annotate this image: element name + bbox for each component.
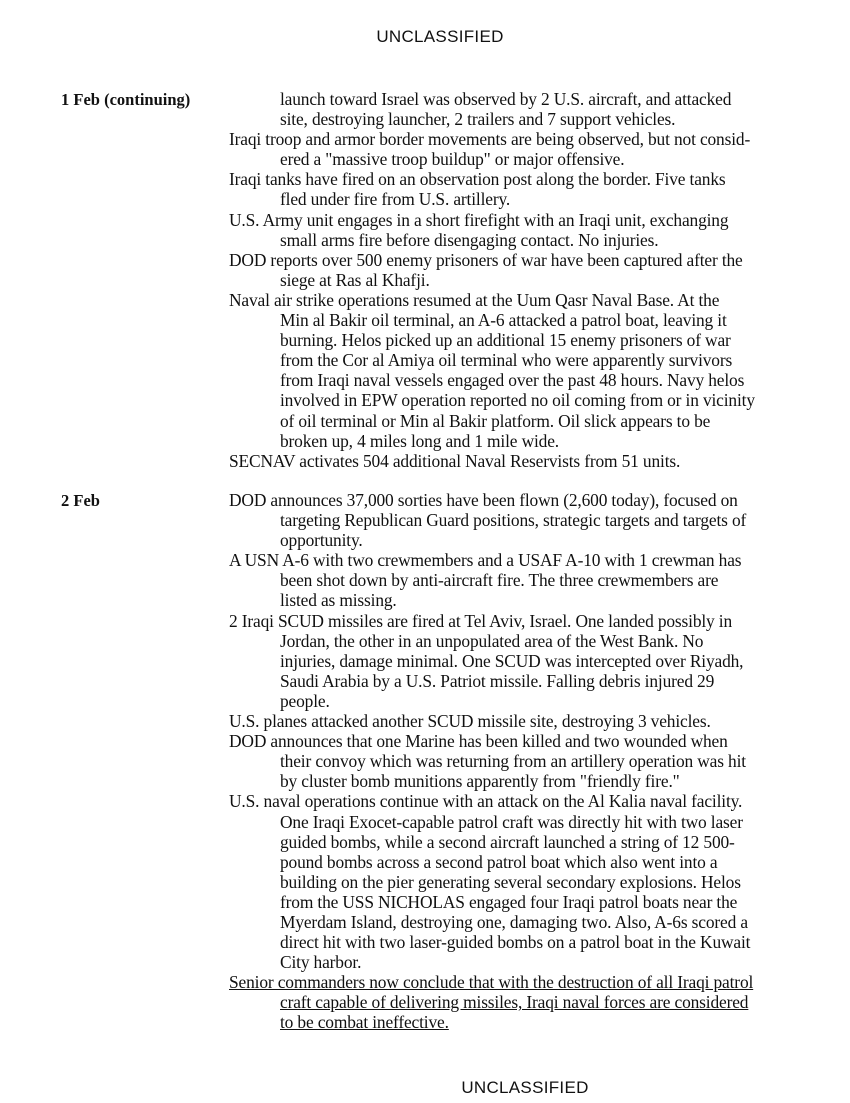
entry-line: launch toward Israel was observed by 2 U.S. aircraft, and attacked (280, 89, 732, 109)
section-entries (229, 89, 755, 471)
log-entry (229, 611, 753, 711)
entry-line: from the Cor al Amiya oil terminal who were apparently survivors (280, 350, 733, 371)
entry-line: ered a "massive troop buildup" or major offensive. (280, 149, 625, 170)
entry-line: Myerdam Island, destroying one, damaging two. Also, A-6s scored a (280, 911, 748, 932)
entry-line: from the USS NICHOLAS engaged four Iraqi patrol boats near the (280, 891, 738, 912)
entry-line: Senior commanders now conclude that with the destruction of all Iraqi patrol (229, 972, 754, 993)
log-entry (229, 129, 755, 169)
log-entry (229, 451, 755, 471)
entry-line: A USN A-6 with two crewmembers and a USAF A-10 with 1 crewman has (229, 550, 742, 571)
entry-line: fled under fire from U.S. artillery. (280, 189, 511, 210)
entry-line: from Iraqi naval vessels engaged over the past 48 hours. Navy helos (280, 370, 745, 391)
log-entry (229, 210, 755, 250)
entry-line: by cluster bomb munitions apparently from "friendly fire." (280, 771, 680, 792)
log-entry (229, 290, 755, 451)
entry-line: Naval air strike operations resumed at the Uum Qasr Naval Base. At the (229, 289, 720, 310)
entry-line: their convoy which was returning from an artillery operation was hit (280, 751, 746, 772)
entry-line: City harbor. (280, 952, 362, 973)
entry-line: site, destroying launcher, 2 trailers and 7 support vehicles. (280, 109, 676, 130)
entry-line: craft capable of delivering missiles, Iraqi naval forces are considered (280, 992, 749, 1013)
entry-line: Saudi Arabia by a U.S. Patriot missile. Falling debris injured 29 (280, 670, 715, 691)
entry-line: been shot down by anti-aircraft fire. The three crewmembers are (280, 570, 719, 591)
entry-line: U.S. Army unit engages in a short firefight with an Iraqi unit, exchanging (229, 209, 729, 230)
entry-line: Iraqi tanks have fired on an observation post along the border. Five tanks (229, 169, 726, 190)
log-entry (229, 250, 755, 290)
entry-line: Iraqi troop and armor border movements are being observed, but not consid- (229, 129, 751, 150)
classification-header: UNCLASSIFIED (376, 27, 504, 46)
entry-line: of oil terminal or Min al Bakir platform. Oil slick appears to be (280, 410, 711, 431)
entry-line: Jordan, the other in an unpopulated area of the West Bank. No (280, 630, 704, 651)
entry-line: opportunity. (280, 530, 363, 551)
entry-line: DOD reports over 500 enemy prisoners of war have been captured after the (229, 249, 743, 270)
log-entry (229, 490, 753, 550)
log-entry (229, 169, 755, 209)
entry-line: involved in EPW operation reported no oil coming from or in vicinity (280, 390, 755, 411)
entry-line: U.S. planes attacked another SCUD missile site, destroying 3 vehicles. (229, 711, 711, 732)
entry-line: U.S. naval operations continue with an attack on the Al Kalia naval facility. (229, 791, 743, 812)
entry-line: DOD announces 37,000 sorties have been flown (2,600 today), focused on (229, 490, 738, 510)
entry-line: to be combat ineffective. (280, 1012, 449, 1033)
entry-line: guided bombs, while a second aircraft launched a string of 12 500- (280, 831, 735, 852)
entry-line: siege at Ras al Khafji. (280, 269, 430, 290)
entry-line: small arms fire before disengaging contact. No injuries. (280, 229, 659, 250)
entry-line: One Iraqi Exocet-capable patrol craft was directly hit with two laser (280, 811, 743, 832)
entry-line: injuries, damage minimal. One SCUD was intercepted over Riyadh, (280, 650, 744, 671)
section-date: 1 Feb (continuing) (61, 90, 191, 109)
log-entry (229, 791, 753, 972)
entry-line: broken up, 4 miles long and 1 mile wide. (280, 430, 559, 451)
entry-line: direct hit with two laser-guided bombs on a patrol boat in the Kuwait (280, 932, 751, 953)
section-entries (229, 490, 753, 1033)
entry-line: DOD announces that one Marine has been killed and two wounded when (229, 731, 728, 752)
entry-line: SECNAV activates 504 additional Naval Reservists from 51 units. (229, 450, 681, 471)
classification-footer: UNCLASSIFIED (461, 1078, 589, 1097)
entry-line: listed as missing. (280, 590, 397, 611)
section-date: 2 Feb (61, 491, 100, 510)
entry-line: targeting Republican Guard positions, strategic targets and targets of (280, 510, 747, 531)
entry-line: pound bombs across a second patrol boat which also went into a (280, 851, 718, 872)
entry-line: people. (280, 690, 330, 711)
entry-line: Min al Bakir oil terminal, an A-6 attacked a patrol boat, leaving it (280, 310, 727, 331)
entry-line: burning. Helos picked up an additional 15 enemy prisoners of war (280, 330, 731, 351)
log-entry (229, 731, 753, 791)
log-entry (229, 550, 753, 610)
entry-line: building on the pier generating several secondary explosions. Helos (280, 871, 741, 892)
entry-line: 2 Iraqi SCUD missiles are fired at Tel Aviv, Israel. One landed possibly in (229, 610, 733, 631)
log-entry (229, 89, 755, 129)
log-entry (229, 711, 753, 731)
log-entry (229, 972, 753, 1032)
